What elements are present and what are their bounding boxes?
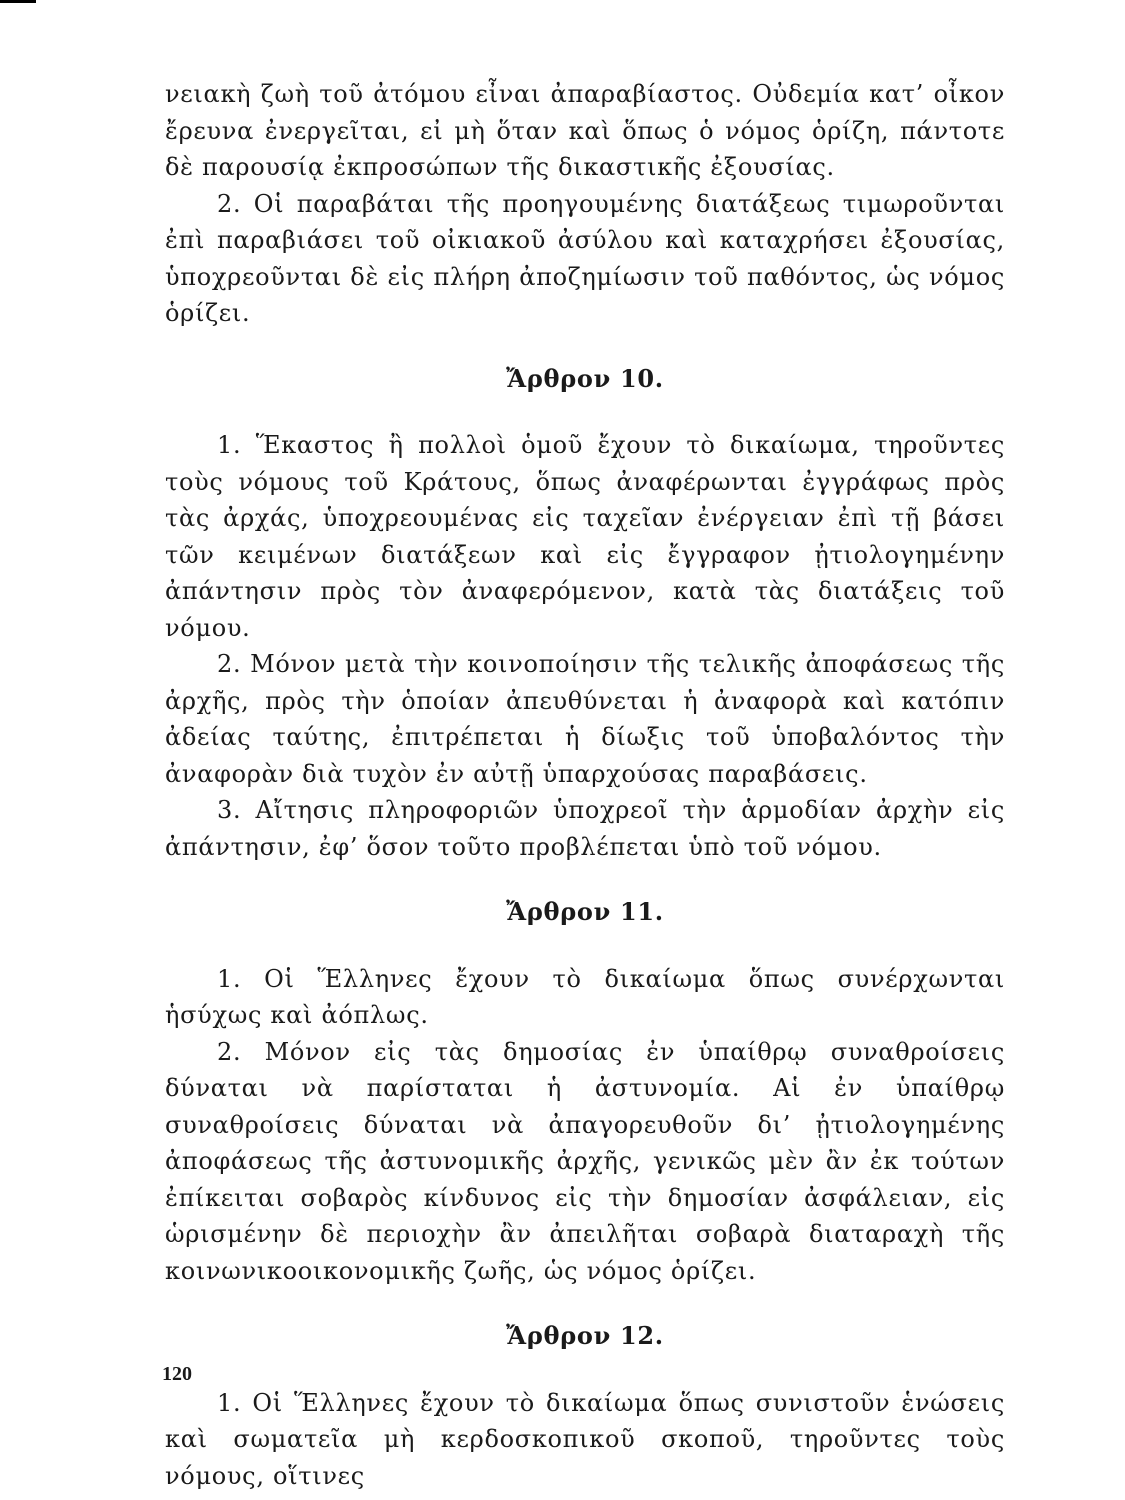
article-heading: Ἄρθρον 10. — [506, 363, 664, 393]
paragraph: 1. Οἱ Ἕλληνες ἔχουν τὸ δικαίωμα ὅπως συνέρχωνται ἡσύχως καὶ ἀόπλως. — [165, 964, 1005, 1029]
document-page — [165, 76, 1005, 1494]
article-heading: Ἄρθρον 11. — [506, 897, 664, 926]
article-body — [165, 427, 1005, 865]
paragraph: 1. Οἱ Ἕλληνες ἔχουν τὸ δικαίωμα ὅπως συνιστοῦν ἑνώσεις καὶ σωματεῖα μὴ κερδοσκοπικοῦ σκοποῦ, τηροῦντες τοὺς νόμους, οἵτινες — [165, 1388, 1005, 1490]
paragraph: 2. Οἱ παραβάται τῆς προηγουμένης διατάξεως τιμωροῦνται ἐπὶ παραβιάσει τοῦ οἰκιακοῦ ἀσύλου καὶ καταχρήσει ἐξουσίας, ὑποχρεοῦνται δὲ εἰς πλήρη ἀποζημίωσιν τοῦ παθόντος, ὡς νόμος ὁρίζει. — [165, 189, 1005, 327]
paragraph: 2. Μόνον μετὰ τὴν κοινοποίησιν τῆς τελικῆς ἀποφάσεως τῆς ἀρχῆς, πρὸς τὴν ὁποίαν ἀπευθύνεται ἡ ἀναφορὰ καὶ κατόπιν ἀδείας ταύτης, ἐπιτρέπεται ἡ δίωξις τοῦ ὑποβαλόντος τὴν ἀναφορὰν διὰ τυχὸν ἐν αὐτῇ ὑπαρχούσας παραβάσεις. — [165, 650, 1005, 788]
continued-paragraph: νειακὴ ζωὴ τοῦ ἀτόμου εἶναι ἀπαραβίαστος. Οὐδεμία κατ’ οἶκον ἔρευνα ἐνεργεῖται, εἰ μὴ ὅταν καὶ ὅπως ὁ νόμος ὁρίζη, πάντοτε δὲ παρουσίᾳ ἐκπροσώπων τῆς δικαστικῆς ἐξουσίας. — [165, 80, 1005, 181]
paragraph: 2. Μόνον εἰς τὰς δημοσίας ἐν ὑπαίθρῳ συναθροίσεις δύναται νὰ παρίσταται ἡ ἀστυνομία. Αἱ ἐν ὑπαίθρῳ συναθροίσεις δύναται νὰ ἀπαγορευθοῦν δι’ ᾐτιολογημένης ἀποφάσεως τῆς ἀστυνομικῆς ἀρχῆς, γενικῶς μὲν ἂν ἐκ τούτων ἐπίκειται σοβαρὸς κίνδυνος εἰς τὴν δημοσίαν ἀσφάλειαν, εἰς ὡρισμένην δὲ περιοχὴν ἂν ἀπειλῆται σοβαρὰ διαταραχὴ τῆς κοινωνικοοικονομικῆς ζωῆς, ὡς νόμος ὁρίζει. — [165, 1037, 1005, 1285]
page-number: 120 — [162, 1363, 192, 1385]
paragraph: 3. Αἴτησις πληροφοριῶν ὑποχρεοῖ τὴν ἁρμοδίαν ἀρχὴν εἰς ἀπάντησιν, ἐφ’ ὅσον τοῦτο προβλέπεται ὑπὸ τοῦ νόμου. — [165, 796, 1005, 861]
article-heading: Ἄρθρον 12. — [506, 1321, 664, 1350]
scan-corner-mark — [0, 0, 36, 3]
article-body — [165, 1385, 1005, 1495]
article-body — [165, 961, 1005, 1290]
paragraph: 1. Ἕκαστος ἢ πολλοὶ ὁμοῦ ἔχουν τὸ δικαίωμα, τηροῦντες τοὺς νόμους τοῦ Κράτους, ὅπως ἀναφέρωνται ἐγγράφως πρὸς τὰς ἀρχάς, ὑποχρεουμένας εἰς ταχεῖαν ἐνέργειαν ἐπὶ τῇ βάσει τῶν κειμένων διατάξεων καὶ εἰς ἔγγραφον ᾐτιολογημένην ἀπάντησιν πρὸς τὸν ἀναφερόμενον, κατὰ τὰς διατάξεις τοῦ νόμου. — [165, 431, 1005, 642]
